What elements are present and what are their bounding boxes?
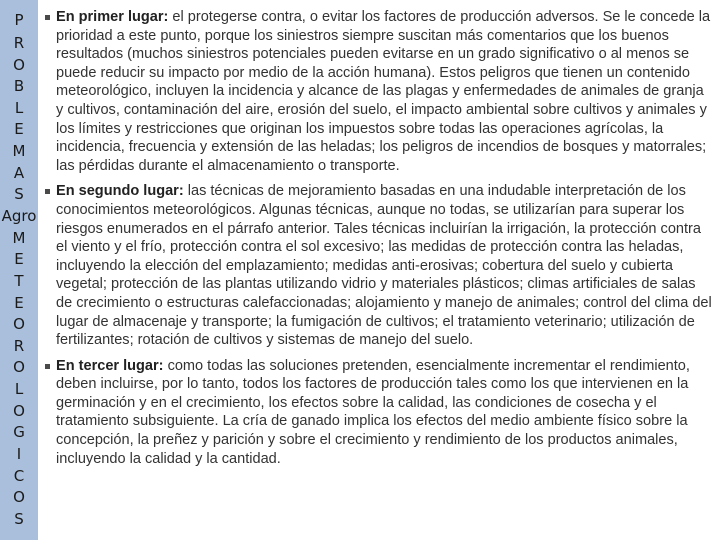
title-letter: O (13, 402, 25, 420)
square-bullet-icon (45, 364, 50, 369)
title-letter: L (14, 99, 24, 117)
vertical-title-bar (0, 0, 38, 540)
title-letter: M (12, 229, 26, 247)
title-letter: B (13, 77, 25, 95)
paragraph-text: como todas las soluciones pretenden, esencialmente incrementar el rendimiento, deben incluirse, por lo tanto, todos los factores de producción tales como los que intervienen en la germinación y en el crecimiento, los efectos sobre la calidad, las condiciones de cosecha y el tratamiento subsiguiente. La cría de ganado implica los efectos del medio ambiente físico sobre la concepción, la preñez y parición y sobre el crecimiento y rendimiento de los productos animales, incluyendo la calidad y la cantidad. (56, 357, 690, 467)
square-bullet-icon (45, 189, 50, 194)
paragraph-lead: En segundo lugar: (56, 183, 184, 200)
title-letter: I (16, 445, 22, 463)
title-letter: M (12, 142, 26, 160)
title-letter: P (14, 11, 24, 29)
title-letter: G (13, 423, 25, 441)
title-letter: O (13, 56, 25, 74)
paragraph-tercer-lugar (53, 357, 713, 469)
title-letter: E (14, 120, 24, 138)
title-letter: R (13, 34, 25, 52)
paragraph-lead: En primer lugar: (56, 9, 169, 25)
title-letter: T (14, 272, 24, 290)
title-letter: C (13, 467, 25, 485)
title-letter: L (14, 380, 24, 398)
title-letter: O (13, 315, 25, 333)
title-letter: R (13, 337, 25, 355)
title-letter: E (14, 294, 24, 312)
title-letter: O (13, 488, 25, 506)
title-letter: S (14, 510, 24, 528)
title-letter: O (13, 358, 25, 376)
body-text (53, 8, 713, 475)
title-letter: Agro (1, 207, 37, 225)
paragraph-text: las técnicas de mejoramiento basadas en una indudable interpretación de los conocimientos meteorológicos. Algunas técnicas, aunque no todas, se utilizarían para superar los riesgos enumerados en el párrafo anterior. Tales técnicas incluirían la irrigación, la protección contra el viento y el frío, protección contra el sol excesivo; las medidas de protección contra las heladas, incluyendo la elección del emplazamiento; medidas anti-erosivas; cobertura del suelo y cubierta vegetal; protección de las plantas utilizando vidrio y materiales plásticos; climas artificiales de salas de crecimiento o estructuras calefaccionadas; alojamiento y manejo de animales; control del clima del lugar de almacenaje y transporte; la fumigación de cultivos; el tratamiento veterinario; utilización de fertilizantes; rotación de cultivos y sistemas de manejo del suelo. (56, 183, 712, 349)
square-bullet-icon (45, 15, 50, 20)
title-letter: A (13, 164, 25, 182)
paragraph-lead: En tercer lugar: (56, 357, 164, 374)
title-letter: E (14, 250, 24, 268)
paragraph-text: el protegerse contra, o evitar los factores de producción adversos. Se le concede la prioridad a este punto, porque los siniestros siempre suscitan más comentarios que los buenos resultados (muchos siniestros potenciales pueden evitarse en un grado significativo o al menos se puede reducir su impacto por medio de la acción humana). Estos peligros que tienen un contenido meteorológico, incluyen la incidencia y alcance de las plagas y enfermedades de animales de granja y cultivos, contaminación del aire, erosión del suelo, el impacto ambiental sobre cultivos y animales y los límites y restricciones que originan los impuestos sobre todas las operaciones agrícolas, la incidencia, frecuencia y extensión de las heladas; los peligros de incendios de bosques y matorrales; las pérdidas durante el almacenamiento o transporte. (56, 9, 711, 174)
paragraph-primer-lugar (53, 8, 713, 175)
title-letter: S (14, 185, 24, 203)
paragraph-segundo-lugar (53, 182, 713, 349)
